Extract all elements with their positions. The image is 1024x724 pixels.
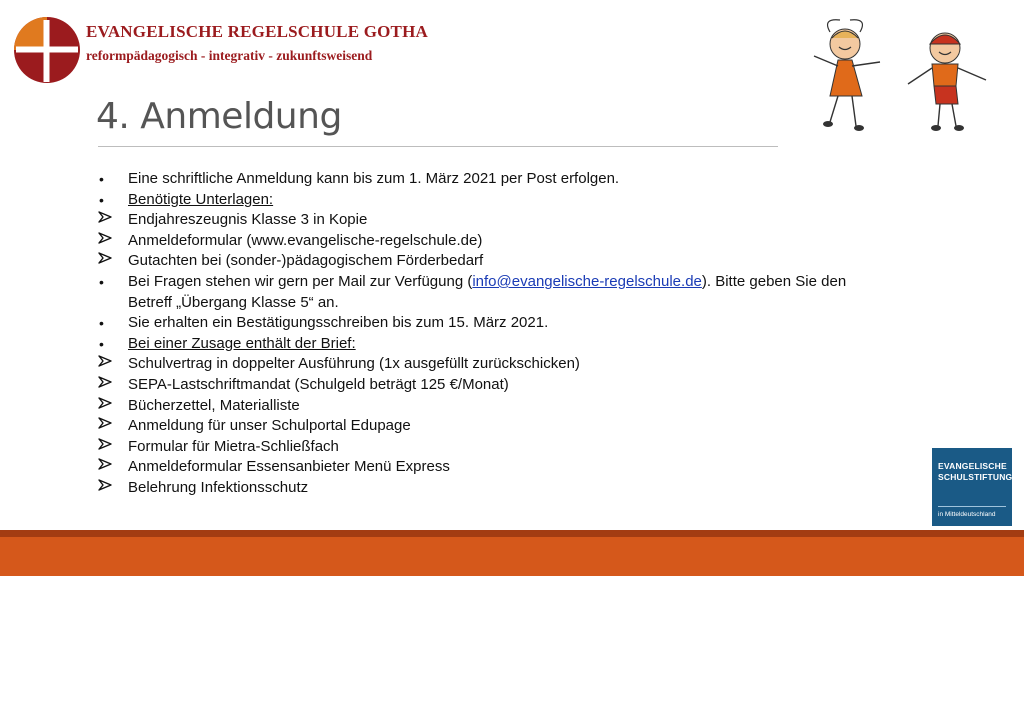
arrow-bullet-icon: [98, 210, 118, 231]
bullet-icon: •: [99, 191, 104, 208]
title-divider: [98, 146, 778, 147]
schulstiftung-logo: [932, 448, 1012, 526]
list-item-text: Endjahreszeugnis Klasse 3 in Kopie: [128, 211, 368, 229]
arrow-bullet-icon: [98, 375, 118, 396]
footer-band-dark: [0, 530, 1024, 537]
list-item-text: Formular für Mietra-Schließfach: [128, 437, 339, 455]
list-item: [98, 437, 878, 458]
list-item: [98, 169, 878, 190]
list-item-text: Benötigte Unterlagen:: [128, 190, 274, 208]
registration-list: [98, 169, 878, 499]
school-name: EVANGELISCHE REGELSCHULE GOTHA: [86, 22, 428, 41]
list-item: [98, 313, 878, 334]
list-item: [98, 375, 878, 396]
list-item-text: Gutachten bei (sonder-)pädagogischem Förderbedarf: [128, 252, 484, 270]
list-item: [98, 396, 878, 417]
list-item-text: Bei einer Zusage enthält der Brief:: [128, 334, 356, 352]
list-item-text: Bei Fragen stehen wir gern per Mail zur Verfügung (: [128, 272, 473, 290]
children-illustration-icon: [800, 14, 1000, 144]
arrow-bullet-icon: [98, 416, 118, 437]
school-cross-logo-icon: [12, 16, 82, 84]
arrow-bullet-icon: [98, 396, 118, 417]
stiftung-line3: in Mitteldeutschland: [938, 511, 996, 518]
bullet-icon: •: [99, 315, 104, 332]
email-link[interactable]: info@evangelische-regelschule.de: [472, 272, 702, 290]
list-item: [98, 251, 878, 272]
list-item: [98, 457, 878, 478]
list-item: [98, 231, 878, 252]
school-tagline: reformpädagogisch - integrativ - zukunftsweisend: [86, 48, 373, 63]
footer-band: [0, 537, 1024, 576]
list-item-text: Anmeldeformular (www.evangelische-regelschule.de): [128, 231, 483, 249]
stiftung-divider: [938, 506, 1006, 507]
list-item-text: Anmeldeformular Essensanbieter Menü Express: [128, 458, 450, 476]
list-item: [98, 354, 878, 375]
list-item-text: ). Bitte geben Sie den: [701, 272, 847, 290]
list-item-text: Belehrung Infektionsschutz: [128, 478, 309, 496]
list-item: [98, 334, 878, 355]
list-item: [98, 272, 878, 313]
list-item: [98, 416, 878, 437]
list-item-text: SEPA-Lastschriftmandat (Schulgeld beträgt 125 €/Monat): [128, 375, 509, 393]
stiftung-line1: EVANGELISCHE: [938, 461, 1007, 471]
list-item-text: Anmeldung für unser Schulportal Edupage: [128, 417, 411, 435]
list-item-text: Sie erhalten ein Bestätigungsschreiben bis zum 15. März 2021.: [128, 314, 549, 332]
list-item-text: Eine schriftliche Anmeldung kann bis zum 1. März 2021 per Post erfolgen.: [128, 170, 620, 187]
list-item: [98, 190, 878, 211]
list-item: [98, 478, 878, 499]
list-item-text: Schulvertrag in doppelter Ausführung (1x ausgefüllt zurückschicken): [128, 355, 580, 373]
arrow-bullet-icon: [98, 354, 118, 375]
arrow-bullet-icon: [98, 251, 118, 272]
stiftung-line2: SCHULSTIFTUNG: [938, 472, 1013, 482]
list-item: [98, 210, 878, 231]
list-item-text: Betreff „Übergang Klasse 5“ an.: [128, 293, 339, 311]
bullet-icon: •: [99, 273, 104, 290]
list-item-text: Bücherzettel, Materialliste: [128, 396, 300, 414]
arrow-bullet-icon: [98, 437, 118, 458]
bullet-icon: •: [99, 335, 104, 352]
arrow-bullet-icon: [98, 478, 118, 499]
slide-title: 4. Anmeldung: [96, 96, 342, 137]
arrow-bullet-icon: [98, 457, 118, 478]
arrow-bullet-icon: [98, 231, 118, 252]
bullet-icon: •: [99, 171, 104, 187]
